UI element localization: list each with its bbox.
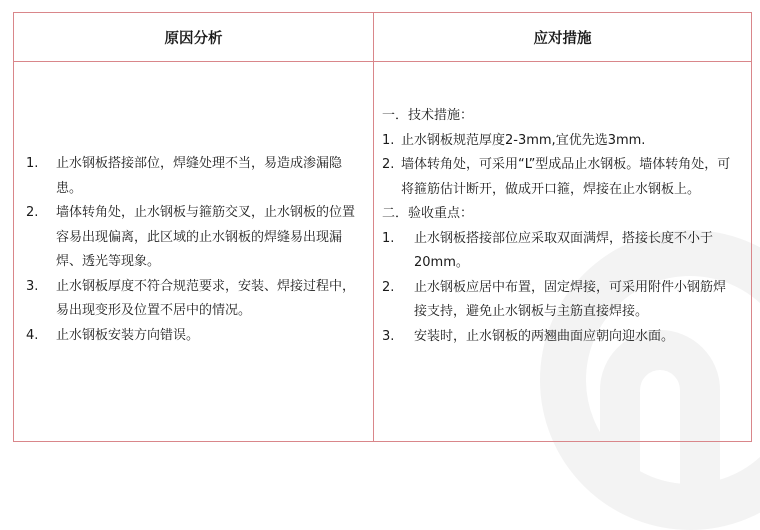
item-text: 止水钢板安装方向错误。 xyxy=(56,327,200,343)
item-number: 3. xyxy=(382,328,395,344)
section-title-acceptance: 二．验收重点： xyxy=(382,206,474,221)
list-item xyxy=(382,129,737,154)
list-item xyxy=(382,276,737,325)
item-text: 止水钢板搭接部位，焊缝处理不当，易造成渗漏隐患。 xyxy=(56,156,343,196)
item-text: 墙体转角处，可采用“L”型成品止水钢板。墙体转角处，可将箍筋估计断开，做成开口箍，焊接在止水钢板上。 xyxy=(401,157,731,197)
item-number: 2. xyxy=(26,205,39,220)
item-text: 止水钢板规范厚度2-3mm,宜优先选3mm. xyxy=(401,132,646,148)
item-text: 止水钢板厚度不符合规范要求，安装、焊接过程中，易出现变形及位置不居中的情况。 xyxy=(56,278,356,318)
causes-list xyxy=(14,62,373,348)
header-measures: 应对措施 xyxy=(374,13,752,62)
item-number: 4. xyxy=(26,327,39,343)
item-number: 1. xyxy=(26,156,39,171)
item-text: 墙体转角处，止水钢板与箍筋交叉，止水钢板的位置容易出现偏离，此区域的止水钢板的焊缝易出现漏焊、透光等现象。 xyxy=(56,205,356,269)
item-number: 1. xyxy=(382,132,395,148)
section-title-technical: 一．技术措施： xyxy=(382,108,474,123)
list-item xyxy=(382,153,737,202)
measures-content xyxy=(374,62,751,349)
table-body-row xyxy=(14,62,752,442)
list-item xyxy=(382,227,737,276)
causes-cell xyxy=(14,62,374,442)
measures-cell xyxy=(374,62,752,442)
list-item xyxy=(26,201,363,275)
technical-measures-list xyxy=(382,129,737,203)
analysis-table xyxy=(13,12,752,442)
list-item xyxy=(26,152,363,201)
item-text: 止水钢板应居中布置，固定焊接，可采用附件小钢筋焊接支持，避免止水钢板与主筋直接焊接。 xyxy=(414,279,727,319)
item-text: 安装时，止水钢板的两翘曲面应朝向迎水面。 xyxy=(414,328,675,344)
item-text: 止水钢板搭接部位应采取双面满焊，搭接长度不小于20mm。 xyxy=(414,230,714,270)
table-header-row xyxy=(14,13,752,62)
list-item xyxy=(382,325,737,350)
header-causes: 原因分析 xyxy=(14,13,374,62)
item-number: 2. xyxy=(382,279,395,295)
list-item xyxy=(26,324,363,349)
list-item xyxy=(26,275,363,324)
item-number: 3. xyxy=(26,278,39,294)
acceptance-points-list xyxy=(382,227,737,350)
item-number: 1. xyxy=(382,230,395,246)
item-number: 2. xyxy=(382,157,395,172)
